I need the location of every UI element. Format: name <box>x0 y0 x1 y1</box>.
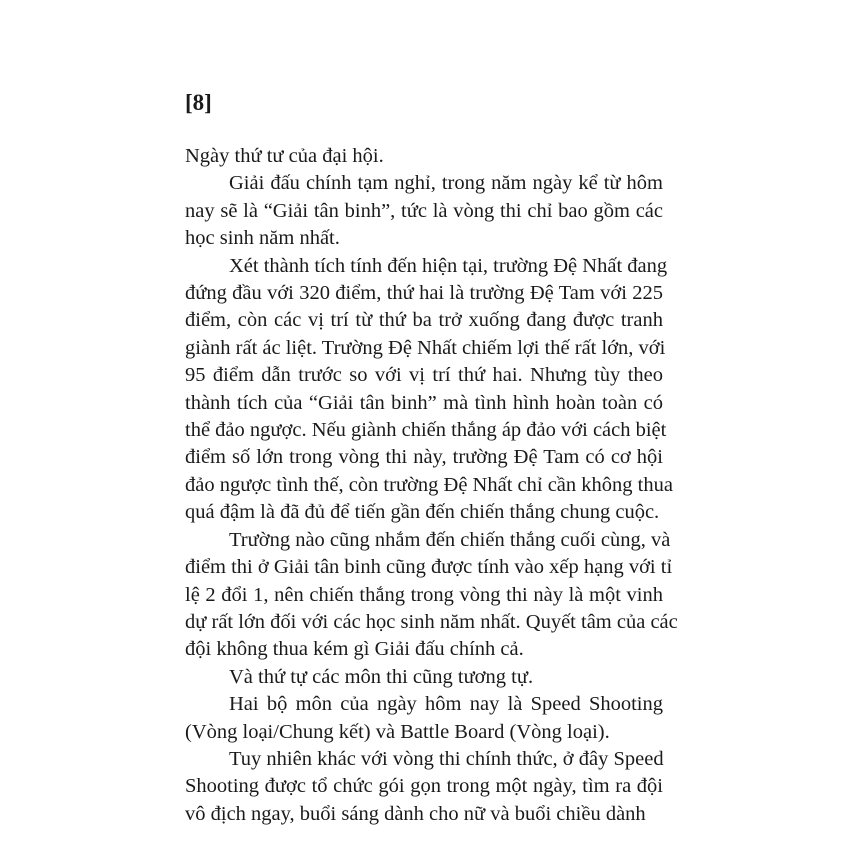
paragraph <box>185 253 673 527</box>
paragraph <box>185 746 663 828</box>
text-line: Shooting được tổ chức gói gọn trong một ngày, tìm ra đội <box>185 775 663 798</box>
paragraph <box>185 691 663 746</box>
text-line: (Vòng loại/Chung kết) và Battle Board (Vòng loại). <box>185 720 610 743</box>
text-line: Trường nào cũng nhắm đến chiến thắng cuối cùng, và <box>229 528 671 551</box>
text-line: quá đậm là đã đủ để tiến gần đến chiến thắng chung cuộc. <box>185 501 660 524</box>
text-line: Xét thành tích tính đến hiện tại, trường Đệ Nhất đang <box>229 254 668 277</box>
text-line: dự rất lớn đối với các học sinh năm nhất. Quyết tâm của các <box>185 610 678 633</box>
text-line: đứng đầu với 320 điểm, thứ hai là trường Đệ Tam với 225 <box>185 282 663 305</box>
text-line: Và thứ tự các môn thi cũng tương tự. <box>229 665 534 688</box>
text-line: điểm, còn các vị trí từ thứ ba trở xuống đang được tranh <box>185 309 663 332</box>
text-line: thể đảo ngược. Nếu giành chiến thắng áp đảo với cách biệt <box>185 419 667 442</box>
text-line: Giải đấu chính tạm nghỉ, trong năm ngày kể từ hôm <box>229 172 663 195</box>
chapter-number: [8] <box>185 90 212 115</box>
paragraph <box>185 664 663 691</box>
text-line: điểm số lớn trong vòng thi này, trường Đệ Tam có cơ hội <box>185 446 663 469</box>
paragraph <box>185 527 678 664</box>
text-line: điểm thi ở Giải tân binh cũng được tính vào xếp hạng với tỉ <box>185 556 673 579</box>
paragraph <box>185 143 663 170</box>
text-line: đội không thua kém gì Giải đấu chính cả. <box>185 638 524 661</box>
text-line: thành tích của “Giải tân binh” mà tình hình hoàn toàn có <box>185 391 663 414</box>
text-line: đảo ngược tình thế, còn trường Đệ Nhất chỉ cần không thua <box>185 473 673 496</box>
text-line: Ngày thứ tư của đại hội. <box>185 145 384 167</box>
text-line: lệ 2 đổi 1, nên chiến thắng trong vòng thi này là một vinh <box>185 583 663 606</box>
text-line: học sinh năm nhất. <box>185 227 340 250</box>
text-line: vô địch ngay, buổi sáng dành cho nữ và buổi chiều dành <box>185 802 646 825</box>
body-text <box>185 143 678 828</box>
text-line: 95 điểm dẫn trước so với vị trí thứ hai. Nhưng tùy theo <box>185 364 663 387</box>
text-line: nay sẽ là “Giải tân binh”, tức là vòng thi chỉ bao gồm các <box>185 199 663 222</box>
paragraph <box>185 170 663 252</box>
text-line: Hai bộ môn của ngày hôm nay là Speed Shooting <box>229 693 663 716</box>
text-line: giành rất ác liệt. Trường Đệ Nhất chiếm lợi thế rất lớn, với <box>185 336 666 359</box>
text-line: Tuy nhiên khác với vòng thi chính thức, ở đây Speed <box>229 747 664 770</box>
